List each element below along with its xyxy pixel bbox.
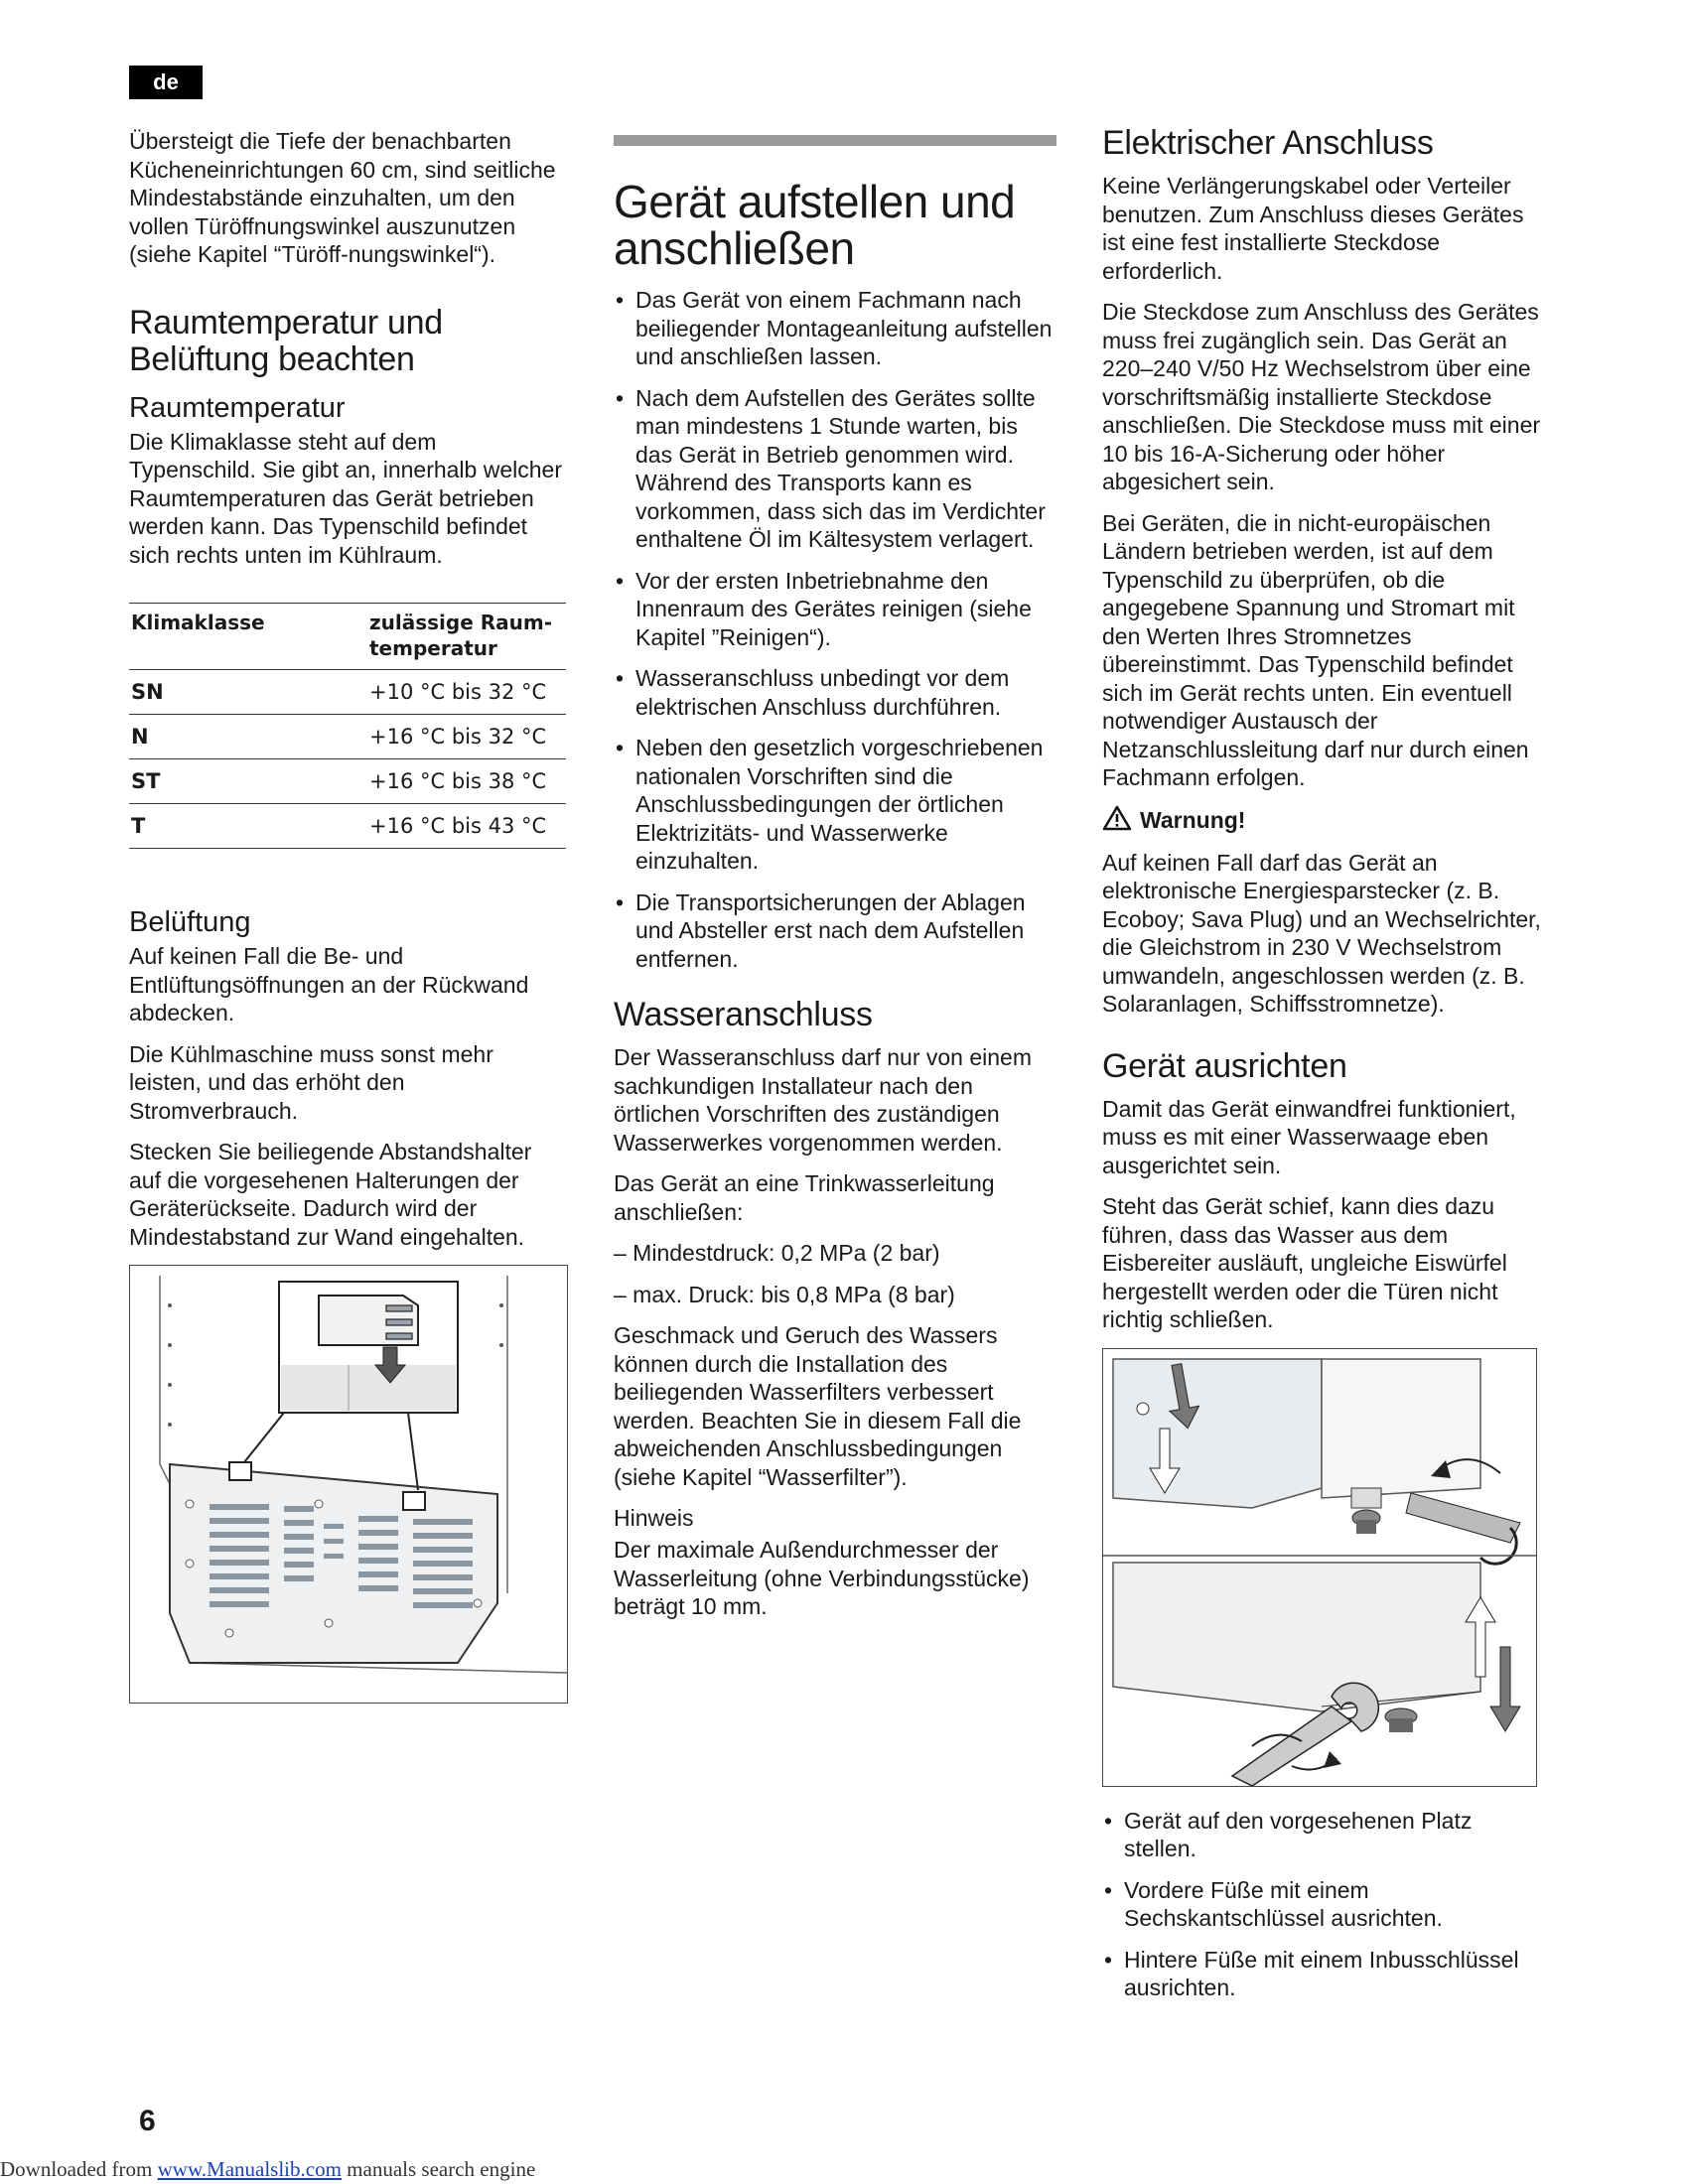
wasser-paragraph-filter: Geschmack und Geruch des Wassers können durch die Installation des beiliegenden Wasserfilters verbessert werden. Beachten Sie in diesem Fall die abweichenden Anschlussbedingungen (siehe Kapitel “Wasserfilter”). (614, 1322, 1022, 1490)
hinweis-title: Hinweis (614, 1505, 694, 1531)
table-cell-class: SN (129, 670, 357, 715)
belueftung-paragraph-3: Stecken Sie beiliegende Abstandshalter auf die vorgesehenen Halterungen der Geräterückseite. Dadurch wird der Mindestabstand zur Wand eingehalten. (129, 1139, 532, 1250)
ausrichten-paragraph-2: Steht das Gerät schief, kann dies dazu führen, dass das Wasser aus dem Eisbereiter ausläuft, ungleiche Eiswürfel hergestellt werden oder die Türen nicht richtig schließen. (1102, 1193, 1507, 1332)
page-number: 6 (139, 2105, 156, 2137)
heading-elektrischer-anschluss: Elektrischer Anschluss (1102, 124, 1434, 162)
list-item: • Vordere Füße mit einem Sechskantschlüssel ausrichten. (1104, 1876, 1443, 1931)
table-cell-class: ST (129, 759, 357, 804)
list-item: • Gerät auf den vorgesehenen Platz stellen. (1104, 1807, 1473, 1861)
belueftung-paragraph-2: Die Kühlmaschine muss sonst mehr leisten, und das erhöht den Stromverbrauch. (129, 1040, 493, 1124)
manualslib-link[interactable]: www.Manualslib.com (157, 2157, 342, 2181)
heading-wasseranschluss: Wasseranschluss (614, 996, 873, 1033)
wasser-max-pressure: – max. Druck: bis 0,8 MPa (8 bar) (614, 1281, 955, 1307)
ausrichten-paragraph-1: Damit das Gerät einwandfrei funktioniert, muss es mit einer Wasserwaage eben ausgerichtet sein. (1102, 1095, 1516, 1178)
aufstellen-bullet-list (614, 286, 1056, 973)
list-item: • Das Gerät von einem Fachmann nach beiliegender Montageanleitung aufstellen und anschließen lassen. (616, 287, 1053, 369)
footer-suffix: manuals search engine (341, 2157, 536, 2181)
table-header-temperatur: zulässige Raum-temperatur (357, 604, 566, 670)
rear-wall-spacer-illustration (129, 1265, 568, 1704)
warning-heading (1102, 805, 1549, 837)
table-cell-temp: +16 °C bis 32 °C (357, 715, 566, 759)
column-middle (614, 129, 1056, 1634)
wasser-min-pressure: – Mindestdruck: 0,2 MPa (2 bar) (614, 1240, 940, 1266)
table-row (129, 804, 566, 849)
hinweis-text: Der maximale Außendurchmesser der Wasserleitung (ohne Verbindungsstücke) beträgt 10 mm. (614, 1537, 1030, 1619)
heading-raumtemperatur: Raumtemperatur (129, 391, 346, 424)
table-cell-class: T (129, 804, 357, 849)
list-item: • Hintere Füße mit einem Inbusschlüssel ausrichten. (1104, 1946, 1519, 2000)
footer-prefix: Downloaded from (0, 2157, 158, 2181)
table-header-klimaklasse: Klimaklasse (129, 604, 357, 670)
table-row (129, 670, 566, 715)
wasser-paragraph-1: Der Wasseranschluss darf nur von einem sachkundigen Installateur nach den örtlichen Vorschriften des zuständigen Wasserwerkes vorgenommen werden. (614, 1044, 1032, 1156)
heading-geraet-aufstellen: Gerät aufstellen und anschließen (614, 176, 1016, 274)
klimaklasse-table (129, 603, 566, 849)
leveling-feet-illustration (1102, 1348, 1537, 1787)
section-top-rule (614, 135, 1056, 146)
belueftung-paragraph-1: Auf keinen Fall die Be- und Entlüftungsöffnungen an der Rückwand abdecken. (129, 943, 529, 1025)
warning-text: Auf keinen Fall darf das Gerät an elektronische Energiesparstecker (z. B. Ecoboy; Sava Plug) und an Wechselrichter, die Gleichstrom in 230 V Wechselstrom umwandeln, angeschlossen werden (z. B. Solaranlagen, Schiffsstromnetze). (1102, 849, 1541, 1017)
table-row (129, 759, 566, 804)
elektr-paragraph-2: Die Steckdose zum Anschluss des Gerätes muss frei zugänglich sein. Das Gerät an 220–240 V/50 Hz Wechselstrom über eine vorschriftsmäßig installierte Steckdose anschließen. Die Steckdose muss mit einer 10 bis 16-A-Sicherung oder höher abgesichert sein. (1102, 299, 1541, 494)
ausrichten-bullet-list (1102, 1807, 1549, 2002)
list-item: • Vor der ersten Inbetriebnahme den Innenraum des Gerätes reinigen (siehe Kapitel ”Reinigen“). (616, 567, 1032, 650)
elektr-paragraph-3: Bei Geräten, die in nicht-europäischen Ländern betrieben werden, ist auf dem Typenschild zu überprüfen, ob die angegebene Spannung und Stromart mit den Werten Ihres Stromnetzes übereinstimmt. Das Typenschild befindet sich im Gerät rechts unten. Ein eventuell notwendiger Austausch der Netzanschlussleitung darf nur durch einen Fachmann erfolgen. (1102, 509, 1529, 790)
table-cell-temp: +16 °C bis 43 °C (357, 804, 566, 849)
warning-title: Warnung! (1140, 807, 1246, 833)
list-item: • Die Transportsicherungen der Ablagen und Absteller erst nach dem Aufstellen entfernen. (616, 888, 1026, 972)
table-cell-temp: +16 °C bis 38 °C (357, 759, 566, 804)
wasser-paragraph-2: Das Gerät an eine Trinkwasserleitung anschließen: (614, 1170, 995, 1225)
column-right (1102, 125, 1549, 2024)
intro-paragraph: Übersteigt die Tiefe der benachbarten Kücheneinrichtungen 60 cm, sind seitliche Mindestabstände einzuhalten, um den vollen Türöffnungswinkel auszunutzen (siehe Kapitel “Türöff-nungswinkel“). (129, 128, 556, 267)
list-item: • Nach dem Aufstellen des Gerätes sollte man mindestens 1 Stunde warten, bis das Gerät in Betrieb genommen wird. Während des Transports kann es vorkommen, dass sich das im Verdichter enthaltene Öl im Kältesystem verlagert. (616, 384, 1046, 552)
download-footer (0, 2157, 535, 2182)
warning-triangle-icon (1102, 805, 1132, 837)
table-cell-temp: +10 °C bis 32 °C (357, 670, 566, 715)
elektr-paragraph-1: Keine Verlängerungskabel oder Verteiler benutzen. Zum Anschluss dieses Gerätes ist eine fest installierte Steckdose erforderlich. (1102, 173, 1524, 284)
table-header-row (129, 604, 566, 670)
language-tab: de (129, 66, 203, 99)
raumtemperatur-text: Die Klimaklasse steht auf dem Typenschild. Sie gibt an, innerhalb welcher Raumtemperaturen das Gerät betrieben werden kann. Das Typenschild befindet sich rechts unten im Kühlraum. (129, 428, 562, 568)
table-cell-class: N (129, 715, 357, 759)
column-left (129, 127, 566, 1723)
table-row (129, 715, 566, 759)
heading-belueftung: Belüftung (129, 906, 251, 938)
list-item: • Wasseranschluss unbedingt vor dem elektrischen Anschluss durchführen. (616, 665, 1010, 720)
heading-raumtemperatur-belueftung: Raumtemperatur und Belüftung beachten (129, 303, 443, 378)
heading-geraet-ausrichten: Gerät ausrichten (1102, 1046, 1347, 1085)
list-item: • Neben den gesetzlich vorgeschriebenen nationalen Vorschriften sind die Anschlussbedingungen der örtlichen Elektrizitäts- und Wasserwerke einzuhalten. (616, 735, 1044, 874)
